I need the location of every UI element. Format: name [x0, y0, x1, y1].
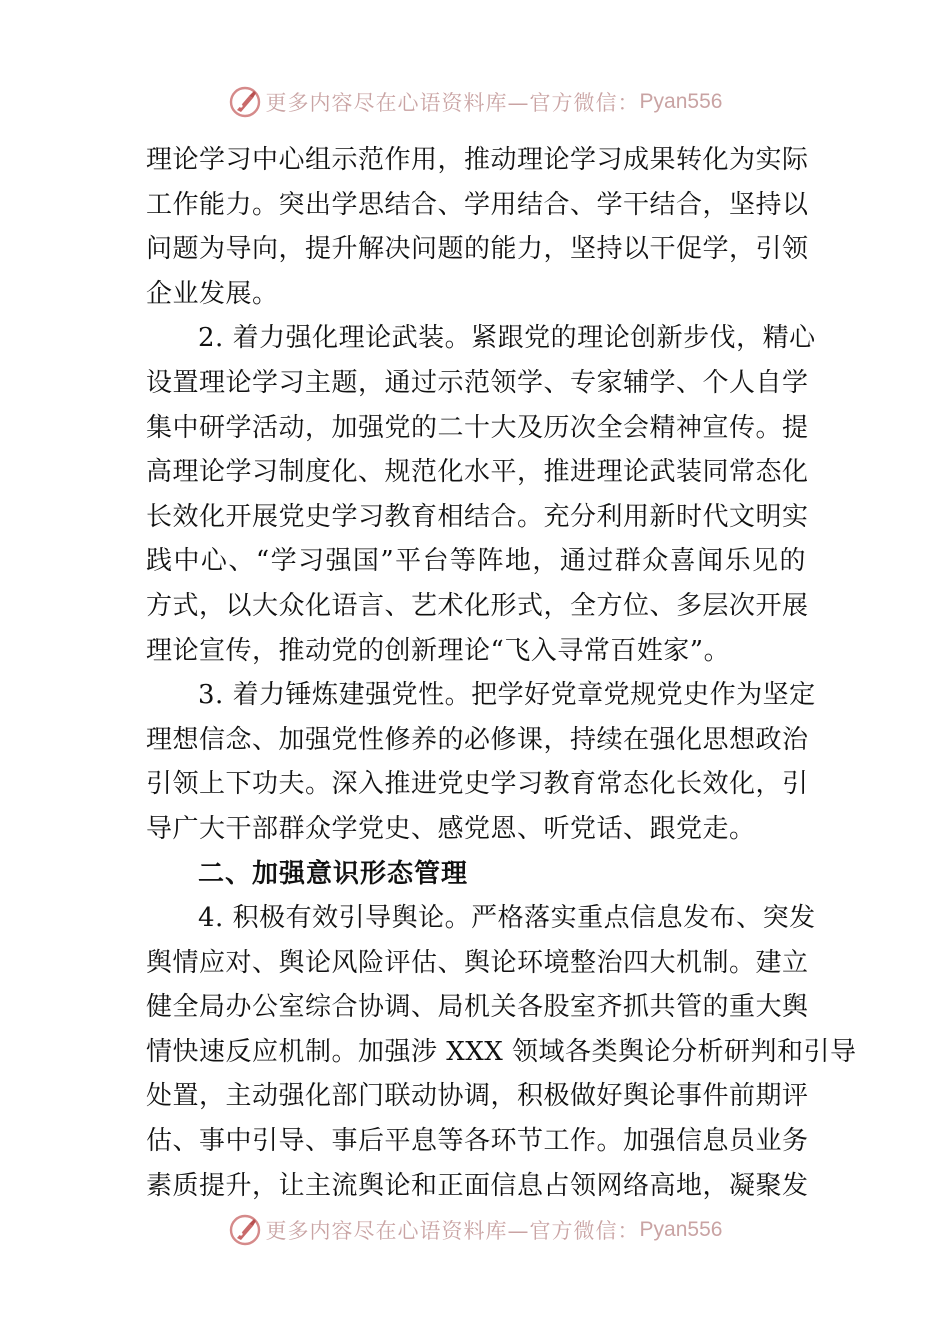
- text-line: 估、事中引导、事后平息等各环节工作。加强信息员业务: [146, 1126, 809, 1157]
- document-body: [146, 138, 857, 1208]
- paragraph-start-2: 2. 着力强化理论武装。紧跟党的理论创新步伐，精心: [198, 323, 816, 354]
- pen-nib-logo-icon: [228, 85, 262, 119]
- section-heading: 二、加强意识形态管理: [198, 858, 469, 889]
- text-line: 情快速反应机制。加强涉 XXX 领域各类舆论分析研判和引导: [146, 1036, 857, 1067]
- text-line: 理论宣传，推动党的创新理论“飞入寻常百姓家”。: [146, 635, 731, 666]
- watermark-text: 更多内容尽在心语资料库—官方微信：: [265, 1219, 640, 1243]
- footer-watermark: [0, 1210, 950, 1250]
- paragraph-start-3: 3. 着力锤炼建强党性。把学好党章党规党史作为坚定: [198, 680, 816, 711]
- text-line: 设置理论学习主题，通过示范领学、专家辅学、个人自学: [146, 367, 809, 398]
- text-line: 理论学习中心组示范作用，推动理论学习成果转化为实际: [146, 145, 809, 175]
- text-line: 素质提升，让主流舆论和正面信息占领网络高地，凝聚发: [146, 1170, 809, 1201]
- text-line: 问题为导向，提升解决问题的能力，坚持以干促学，引领: [146, 234, 809, 265]
- text-line: 工作能力。突出学思结合、学用结合、学干结合，坚持以: [146, 189, 809, 220]
- text-line: 处置，主动强化部门联动协调，积极做好舆论事件前期评: [146, 1081, 809, 1112]
- header-watermark: [0, 82, 950, 122]
- paragraph-start-4: 4. 积极有效引导舆论。严格落实重点信息发布、突发: [198, 903, 816, 934]
- text-line: 长效化开展党史学习教育相结合。充分利用新时代文明实: [146, 501, 809, 532]
- watermark-wechat-id: Pyan556: [639, 1218, 723, 1241]
- text-line: 高理论学习制度化、规范化水平，推进理论武装同常态化: [146, 457, 809, 488]
- text-line: 集中研学活动，加强党的二十大及历次全会精神宣传。提: [146, 412, 809, 443]
- text-line: 企业发展。: [146, 278, 279, 309]
- text-line: 健全局办公室综合协调、局机关各股室齐抓共管的重大舆: [146, 992, 809, 1023]
- pen-nib-logo-icon: [228, 1213, 262, 1247]
- watermark-text: 更多内容尽在心语资料库—官方微信：: [265, 91, 640, 115]
- text-line: 引领上下功夫。深入推进党史学习教育常态化长效化，引: [146, 769, 809, 800]
- text-line: 导广大干部群众学党史、感党恩、听党话、跟党走。: [146, 813, 756, 844]
- watermark-wechat-id: Pyan556: [639, 90, 723, 113]
- text-line: 舆情应对、舆论风险评估、舆论环境整治四大机制。建立: [146, 947, 809, 978]
- text-line: 方式，以大众化语言、艺术化形式，全方位、多层次开展: [146, 590, 809, 621]
- text-line: 理想信念、加强党性修养的必修课，持续在强化思想政治: [146, 724, 809, 755]
- text-line: 践中心、“学习强国”平台等阵地，通过群众喜闻乐见的: [146, 546, 806, 577]
